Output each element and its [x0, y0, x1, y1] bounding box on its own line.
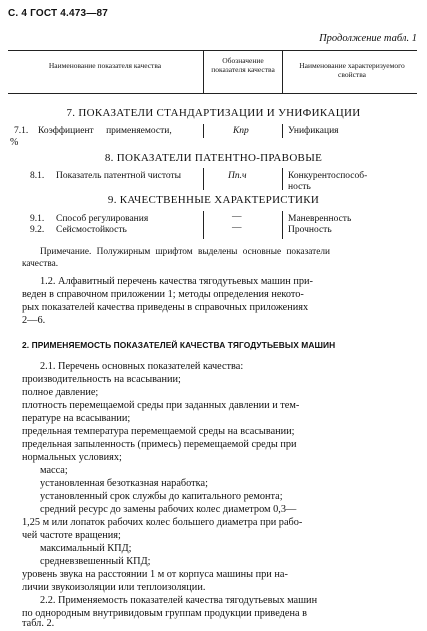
table-header-symbol: Обозначение показателя качества — [211, 56, 275, 74]
page-header-id: С. 4 ГОСТ 4.473—87 — [8, 8, 109, 19]
table-header-property: Наименование характеризуемого свойства — [299, 61, 405, 79]
body-line: предельная температура перемещаемой среды на всасывании; — [22, 426, 295, 437]
table-col-divider-2 — [282, 50, 283, 93]
body-line: производительность на всасывании; — [22, 374, 181, 385]
body-line: предельная запыленность (примесь) перемещаемой среды при — [22, 439, 297, 450]
body-line: плотность перемещаемой среды при заданных давлении и тем- — [22, 400, 300, 411]
row-symbol: Пп.ч — [228, 171, 247, 181]
section-title-9: 9. КАЧЕСТВЕННЫЕ ХАРАКТЕРИСТИКИ — [107, 194, 320, 206]
body-line: пературе на всасывании; — [22, 413, 131, 424]
row-property: Маневренность — [288, 214, 352, 224]
body-line: по однородным внутривидовым группам продукции приведена в — [22, 608, 307, 619]
row-symbol: — — [232, 212, 242, 222]
section-2-heading: 2. ПРИМЕНЯЕМОСТЬ ПОКАЗАТЕЛЕЙ КАЧЕСТВА ТЯГОДУТЬЕВЫХ МАШИН — [22, 340, 336, 350]
paragraph-1-2-line: рых показателей качества приведены в справочных приложениях — [22, 302, 309, 313]
row-divider — [203, 168, 204, 190]
row-divider — [203, 211, 204, 239]
row-property: Прочность — [288, 225, 332, 235]
row-divider — [282, 124, 283, 138]
row-indicator-name: Показатель патентной чистоты — [56, 171, 182, 181]
note-line-1: Примечание. Полужирным шрифтом выделены основные показатели — [40, 247, 330, 257]
note-line-2: качества. — [22, 259, 59, 269]
body-line: средний ресурс до замены рабочих колес диаметром 0,3— — [40, 504, 297, 515]
body-line: личии звукоизоляции или теплоизоляции. — [22, 582, 206, 593]
row-symbol: Кпр — [233, 126, 249, 136]
row-property: Унификация — [288, 126, 339, 136]
row-number: 9.2. — [30, 225, 45, 235]
table-header-name: Наименование показателя качества — [48, 61, 162, 70]
row-property: Конкурентоспособ- — [288, 171, 368, 181]
row-divider — [282, 168, 283, 190]
body-line: установленный срок службы до капитального ремонта; — [40, 491, 283, 502]
body-line: 2.1. Перечень основных показателей качества: — [40, 361, 244, 372]
body-line: средневзвешенный КПД; — [40, 556, 151, 567]
body-line: 1,25 м или лопаток рабочих колес большего диаметра при рабо- — [22, 517, 303, 528]
row-divider — [203, 124, 204, 138]
row-divider — [282, 211, 283, 239]
body-line: максимальный КПД; — [40, 543, 132, 554]
body-line: 2.2. Применяемость показателей качества тягодутьевых машин — [40, 595, 318, 606]
table-header-bottom-rule — [8, 93, 417, 94]
row-indicator-name: Сейсмостойкость — [56, 225, 127, 235]
table-col-divider-1 — [203, 50, 204, 93]
row-symbol: — — [232, 223, 242, 233]
body-line: нормальных условиях; — [22, 452, 122, 463]
body-line: установленная безотказная наработка; — [40, 478, 208, 489]
row-indicator-name: Способ регулирования — [56, 214, 149, 224]
paragraph-1-2-line: 1.2. Алфавитный перечень качества тягодутьевых машин при- — [40, 276, 313, 287]
row-number: 8.1. — [30, 171, 45, 181]
paragraph-1-2-line: 2—6. — [22, 315, 46, 326]
body-line: уровень звука на расстоянии 1 м от корпуса машины при на- — [22, 569, 288, 580]
body-line: табл. 2. — [22, 618, 55, 629]
row-number: 7.1. — [14, 126, 29, 136]
table-top-rule — [8, 50, 417, 51]
section-title-8: 8. ПОКАЗАТЕЛИ ПАТЕНТНО-ПРАВОВЫЕ — [104, 152, 323, 164]
body-line: полное давление; — [22, 387, 99, 398]
paragraph-1-2-line: веден в справочном приложении 1; методы определения некото- — [22, 289, 304, 300]
section-title-7: 7. ПОКАЗАТЕЛИ СТАНДАРТИЗАЦИИ И УНИФИКАЦИИ — [66, 107, 361, 119]
row-indicator-name: Коэффициент применяемости, — [38, 126, 172, 136]
table-continuation-label: Продолжение табл. 1 — [319, 33, 417, 44]
body-line: масса; — [40, 465, 68, 476]
row-number: 9.1. — [30, 214, 45, 224]
row-unit: % — [10, 137, 19, 148]
row-property-cont: ность — [288, 182, 311, 192]
body-line: чей частоте вращения; — [22, 530, 121, 541]
